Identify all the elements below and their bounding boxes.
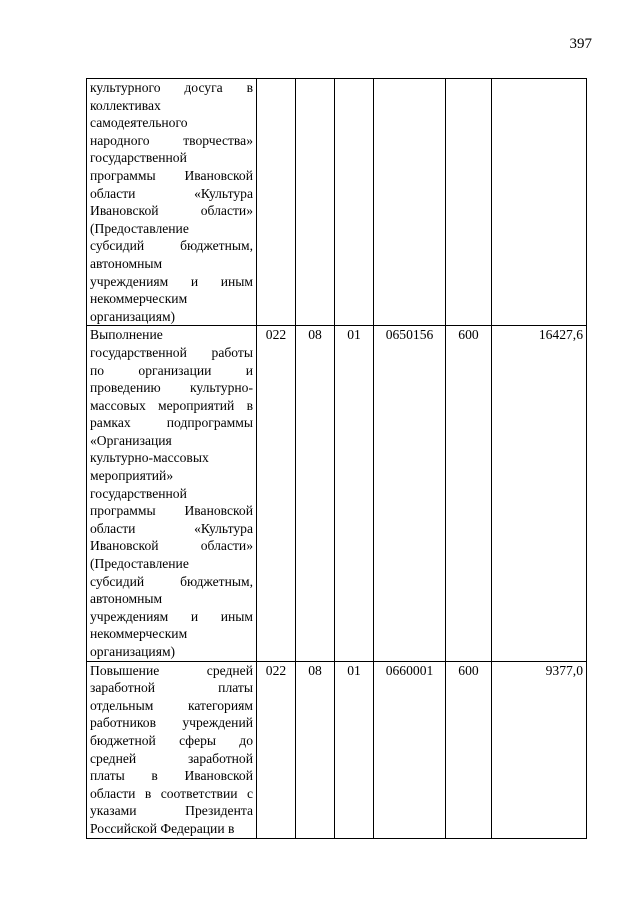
name-line: средней заработной [90,750,253,766]
name-line: области в соответствии с [90,785,253,801]
name-line: (Предоставление [90,220,189,236]
cell-section [296,79,335,326]
cell-name [87,79,257,326]
name-line: бюджетной сферы до [90,732,253,748]
cell-target-article: 0650156 [374,326,446,661]
page-number: 397 [569,36,592,52]
cell-admin [257,79,296,326]
name-line: организациям) [90,308,176,324]
name-line: проведению культурно- [90,380,253,396]
name-line: массовых мероприятий в [90,397,253,413]
name-line: государственной работы [90,344,253,360]
cell-section: 08 [296,661,335,838]
name-line: Повышение средней [90,662,253,678]
cell-amount: 9377,0 [492,661,587,838]
cell-admin: 022 [257,326,296,661]
cell-subsection [335,79,374,326]
name-line: автономным [90,591,163,607]
name-line: указами Президента [90,803,253,819]
name-line: программы Ивановской [90,503,253,519]
name-line: учреждениям и иным [90,273,253,289]
name-line: субсидий бюджетным, [90,573,253,589]
cell-amount [492,79,587,326]
name-line: государственной [90,150,187,166]
budget-table [86,78,587,839]
cell-expense-type [446,79,492,326]
name-line: по организации и [90,362,253,378]
cell-target-article: 0660001 [374,661,446,838]
table-row [87,79,587,326]
name-line: программы Ивановской [90,167,253,183]
name-line: «Организация [90,432,172,448]
name-line: Ивановской области» [90,538,253,554]
name-line: работников учреждений [90,715,253,731]
cell-target-article [374,79,446,326]
name-line: учреждениям и иным [90,608,253,624]
table-row [87,661,587,838]
name-line: Выполнение [90,327,163,343]
table-row [87,326,587,661]
name-line: Ивановской области» [90,203,253,219]
name-line: Российской Федерации в [90,820,235,836]
cell-expense-type: 600 [446,661,492,838]
name-line: государственной [90,485,187,501]
cell-subsection: 01 [335,326,374,661]
name-line: народного творчества» [90,132,253,148]
cell-name [87,661,257,838]
name-line: области «Культура [90,520,253,536]
cell-admin: 022 [257,661,296,838]
name-line: (Предоставление [90,556,189,572]
name-line: некоммерческим [90,626,188,642]
name-line: коллективах [90,97,161,113]
name-line: организациям) [90,644,176,659]
cell-name [87,326,257,661]
name-line: платы в Ивановской [90,768,253,784]
name-line: мероприятий» [90,468,174,484]
name-line: самодеятельного [90,115,188,131]
name-line: некоммерческим [90,291,188,307]
name-line: области «Культура [90,185,253,201]
name-line: рамках подпрограммы [90,415,253,431]
name-line: культурно-массовых [90,450,209,466]
name-line: культурного досуга в [90,80,253,95]
cell-amount: 16427,6 [492,326,587,661]
cell-expense-type: 600 [446,326,492,661]
name-line: субсидий бюджетным, [90,238,253,254]
name-line: отдельным категориям [90,697,253,713]
name-line: заработной платы [90,680,253,696]
name-line: автономным [90,255,163,271]
cell-section: 08 [296,326,335,661]
cell-subsection: 01 [335,661,374,838]
